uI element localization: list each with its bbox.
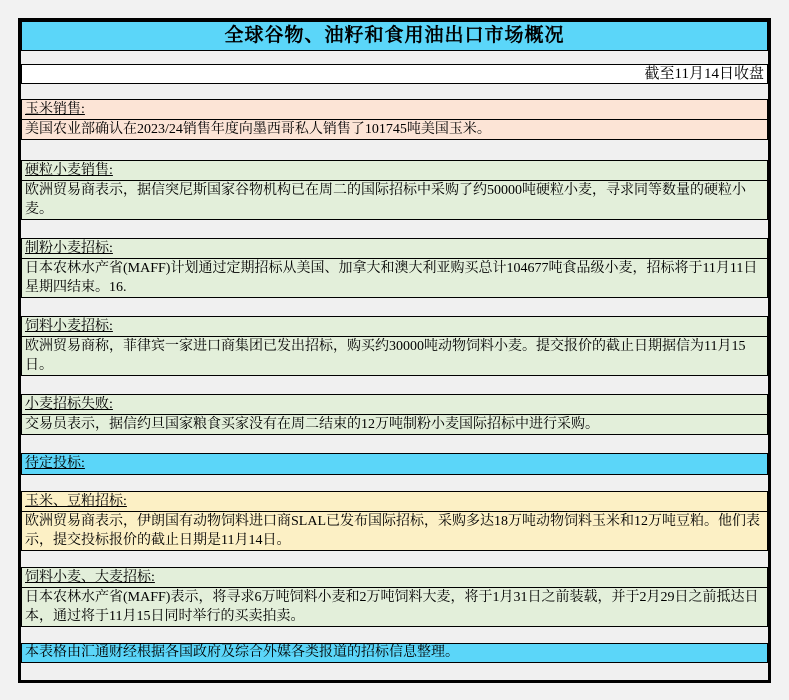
table-footer-note: 本表格由汇通财经根据各国政府及综合外媒各类报道的招标信息整理。 [21,643,768,663]
spacer-row [21,627,768,643]
section-header [22,568,767,588]
section-body-text: 日本农林水产省(MAFF)计划通过定期招标从美国、加拿大和澳大利亚购买总计104677吨食品级小麦，招标将于11月11日星期四结束。16. [25,261,758,295]
section-header-text: 饲料小麦、大麦招标: [25,570,155,585]
spacer-row [21,220,768,238]
section-header [22,395,767,415]
page-title: 全球谷物、油籽和食用油出口市场概况 [21,21,768,51]
section-header [22,161,767,181]
spacer-row [21,435,768,453]
section-body-text: 交易员表示，据信约旦国家粮食买家没有在周二结束的12万吨制粉小麦国际招标中进行采购。 [25,417,599,432]
section-header [22,100,767,120]
spacer-row [21,51,768,64]
section-header-text: 玉米销售: [25,102,85,117]
spacer-row [21,140,768,160]
market-overview-table [18,18,771,683]
section-corn-soymeal-tender [21,491,768,551]
section-header-text: 小麦招标失败: [25,397,113,412]
section-header [22,239,767,259]
spacer-row [21,551,768,567]
spacer-row [21,84,768,99]
section-header-text: 硬粒小麦销售: [25,163,113,178]
section-body-text: 美国农业部确认在2023/24销售年度向墨西哥私人销售了101745吨美国玉米。 [25,122,491,137]
section-body-text: 欧洲贸易商表示，据信突尼斯国家谷物机构已在周二的国际招标中采购了约50000吨硬粒小麦，寻求同等数量的硬粒小麦。 [25,183,746,217]
section-header [22,454,767,474]
section-body-text: 日本农林水产省(MAFF)表示，将寻求6万吨饲料小麦和2万吨饲料大麦，将于1月31日之前装载，并于2月29日之前抵达日本，通过将于11月15日同时举行的买卖拍卖。 [25,590,759,624]
section-milling-wheat-tender [21,238,768,298]
section-feed-wheat-tender [21,316,768,376]
spacer-row [21,475,768,491]
section-body-text: 欧洲贸易商表示，伊朗国有动物饲料进口商SLAL已发布国际招标，采购多达18万吨动物饲料玉米和12万吨豆粕。他们表示，提交投标报价的截止日期是11月14日。 [25,514,760,548]
section-header-text: 饲料小麦招标: [25,319,113,334]
section-header-text: 玉米、豆粕招标: [25,494,127,509]
section-body-text: 欧洲贸易商称，菲律宾一家进口商集团已发出招标，购买约30000吨动物饲料小麦。提交报价的截止日期据信为11月15日。 [25,339,746,373]
spacer-row [21,376,768,394]
section-feed-wheat-barley-tender [21,567,768,627]
section-header-text: 待定投标: [25,456,85,471]
section-header [22,492,767,512]
section-header [22,317,767,337]
section-corn-sales [21,99,768,140]
section-wheat-tender-failed [21,394,768,435]
section-durum-wheat-sales [21,160,768,220]
section-header-text: 制粉小麦招标: [25,241,113,256]
section-pending-tenders [21,453,768,475]
spacer-row [21,298,768,316]
as-of-date: 截至11月14日收盘 [21,64,768,84]
